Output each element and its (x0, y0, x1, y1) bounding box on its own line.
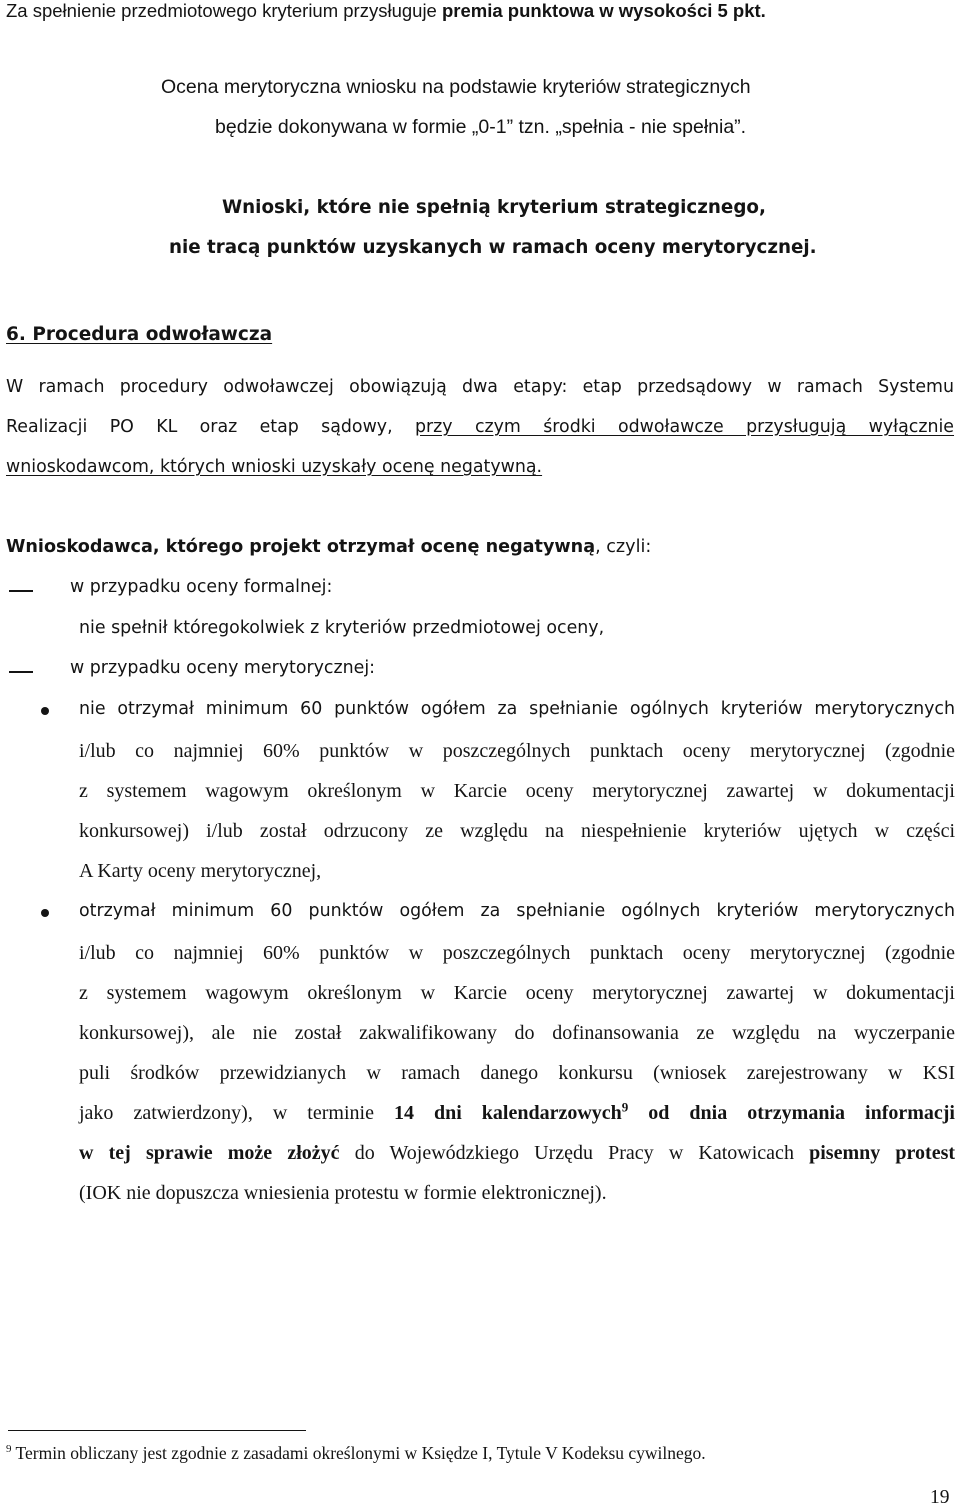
protest-emphasis: w tej sprawie może złożyć (79, 1142, 340, 1164)
bullet-2-line-1: otrzymał minimum 60 punktów ogółem za spełnianie ogólnych kryteriów merytorycznych (79, 901, 955, 921)
footnote-rule (8, 1430, 306, 1431)
formal-assessment-detail: nie spełnił któregokolwiek z kryteriów przedmiotowej oceny, (79, 618, 605, 638)
bullet-2-line-6 (79, 1099, 955, 1124)
protest-text: do Wojewódzkiego Urzędu Pracy w Katowicach (339, 1142, 810, 1164)
bullet-1-line-2: i/lub co najmniej 60% punktów w poszczególnych punktach oceny merytorycznej (zgodnie (79, 740, 955, 762)
strategic-assessment-form-line: będzie dokonywana w formie „0-1” tzn. „spełnia - nie spełnia”. (215, 116, 747, 138)
deadline-emphasis-tail: od dnia otrzymania informacji (628, 1102, 955, 1124)
bullet-1-line-3: z systemem wagowym określonym w Karcie oceny merytorycznej zawartej w dokumentacji (79, 780, 955, 802)
bullet-2-line-7 (79, 1143, 955, 1163)
page-number: 19 (930, 1487, 950, 1508)
deadline-text: jako zatwierdzony), w terminie (79, 1102, 394, 1124)
bullet-1-line-4: konkursowej) i/lub został odrzucony ze względu na niespełnienie kryteriów ujętych w części (79, 820, 955, 842)
bullet-2-line-4: konkursowej), ale nie został zakwalifikowany do dofinansowania ze względu na wyczerpanie (79, 1022, 955, 1044)
formal-assessment-item: w przypadku oceny formalnej: (70, 577, 333, 597)
applicant-text: , czyli: (595, 537, 652, 557)
criterion-bonus-emphasis: premia punktowa w wysokości 5 pkt. (441, 0, 766, 21)
criterion-bonus-line (6, 2, 766, 21)
merit-assessment-item: w przypadku oceny merytorycznej: (70, 658, 376, 678)
appeal-paragraph-line-1: W ramach procedury odwoławczej obowiązują dwa etapy: etap przedsądowy w ramach Systemu (6, 377, 954, 397)
protest-written-emphasis: pisemny protest (809, 1142, 956, 1164)
footnote-reference: 9 (621, 1099, 629, 1115)
appeal-paragraph-text: Realizacji PO KL oraz etap sądowy, (6, 417, 415, 437)
appeal-paragraph-underlined: przy czym środki odwoławcze przysługują wyłącznie (414, 417, 955, 437)
strategic-assessment-line: Ocena merytoryczna wniosku na podstawie kryteriów strategicznych (161, 76, 751, 98)
bullet-2-line-8: (IOK nie dopuszcza wniesienia protestu w formie elektronicznej). (79, 1182, 607, 1204)
bullet-1-line-5: A Karty oceny merytorycznej, (79, 860, 322, 882)
footnote (6, 1445, 706, 1463)
strategic-note-line-2: nie tracą punktów uzyskanych w ramach oceny merytorycznej. (169, 237, 817, 258)
bullet-2-line-3: z systemem wagowym określonym w Karcie oceny merytorycznej zawartej w dokumentacji (79, 982, 955, 1004)
footnote-text: Termin obliczany jest zgodnie z zasadami określonymi w Księdze I, Tytule V Kodeksu cywilnego. (11, 1443, 706, 1463)
strategic-note-line-1: Wnioski, które nie spełnią kryterium strategicznego, (222, 197, 766, 218)
bullet-2-line-5: puli środków przewidzianych w ramach danego konkursu (wniosek zarejestrowany w KSI (79, 1062, 955, 1084)
footnote-number: 9 (6, 1443, 12, 1456)
bullet-2-line-2: i/lub co najmniej 60% punktów w poszczególnych punktach oceny merytorycznej (zgodnie (79, 942, 955, 964)
dash-marker (9, 590, 33, 592)
criterion-bonus-text: Za spełnienie przedmiotowego kryterium przysługuje (6, 0, 442, 21)
bullet-1-line-1: nie otrzymał minimum 60 punktów ogółem za spełnianie ogólnych kryteriów merytorycznych (79, 699, 955, 719)
appeal-paragraph-line-3: wnioskodawcom, których wnioski uzyskały ocenę negatywną. (6, 457, 543, 477)
applicant-line (6, 539, 651, 557)
section-heading: 6. Procedura odwoławcza (6, 324, 273, 345)
applicant-emphasis: Wnioskodawca, którego projekt otrzymał ocenę negatywną (6, 537, 596, 557)
deadline-emphasis: 14 dni kalendarzowych (393, 1102, 622, 1124)
bullet-marker (41, 707, 49, 715)
appeal-paragraph-line-2 (6, 419, 954, 436)
bullet-marker (41, 909, 49, 917)
dash-marker (9, 671, 33, 673)
